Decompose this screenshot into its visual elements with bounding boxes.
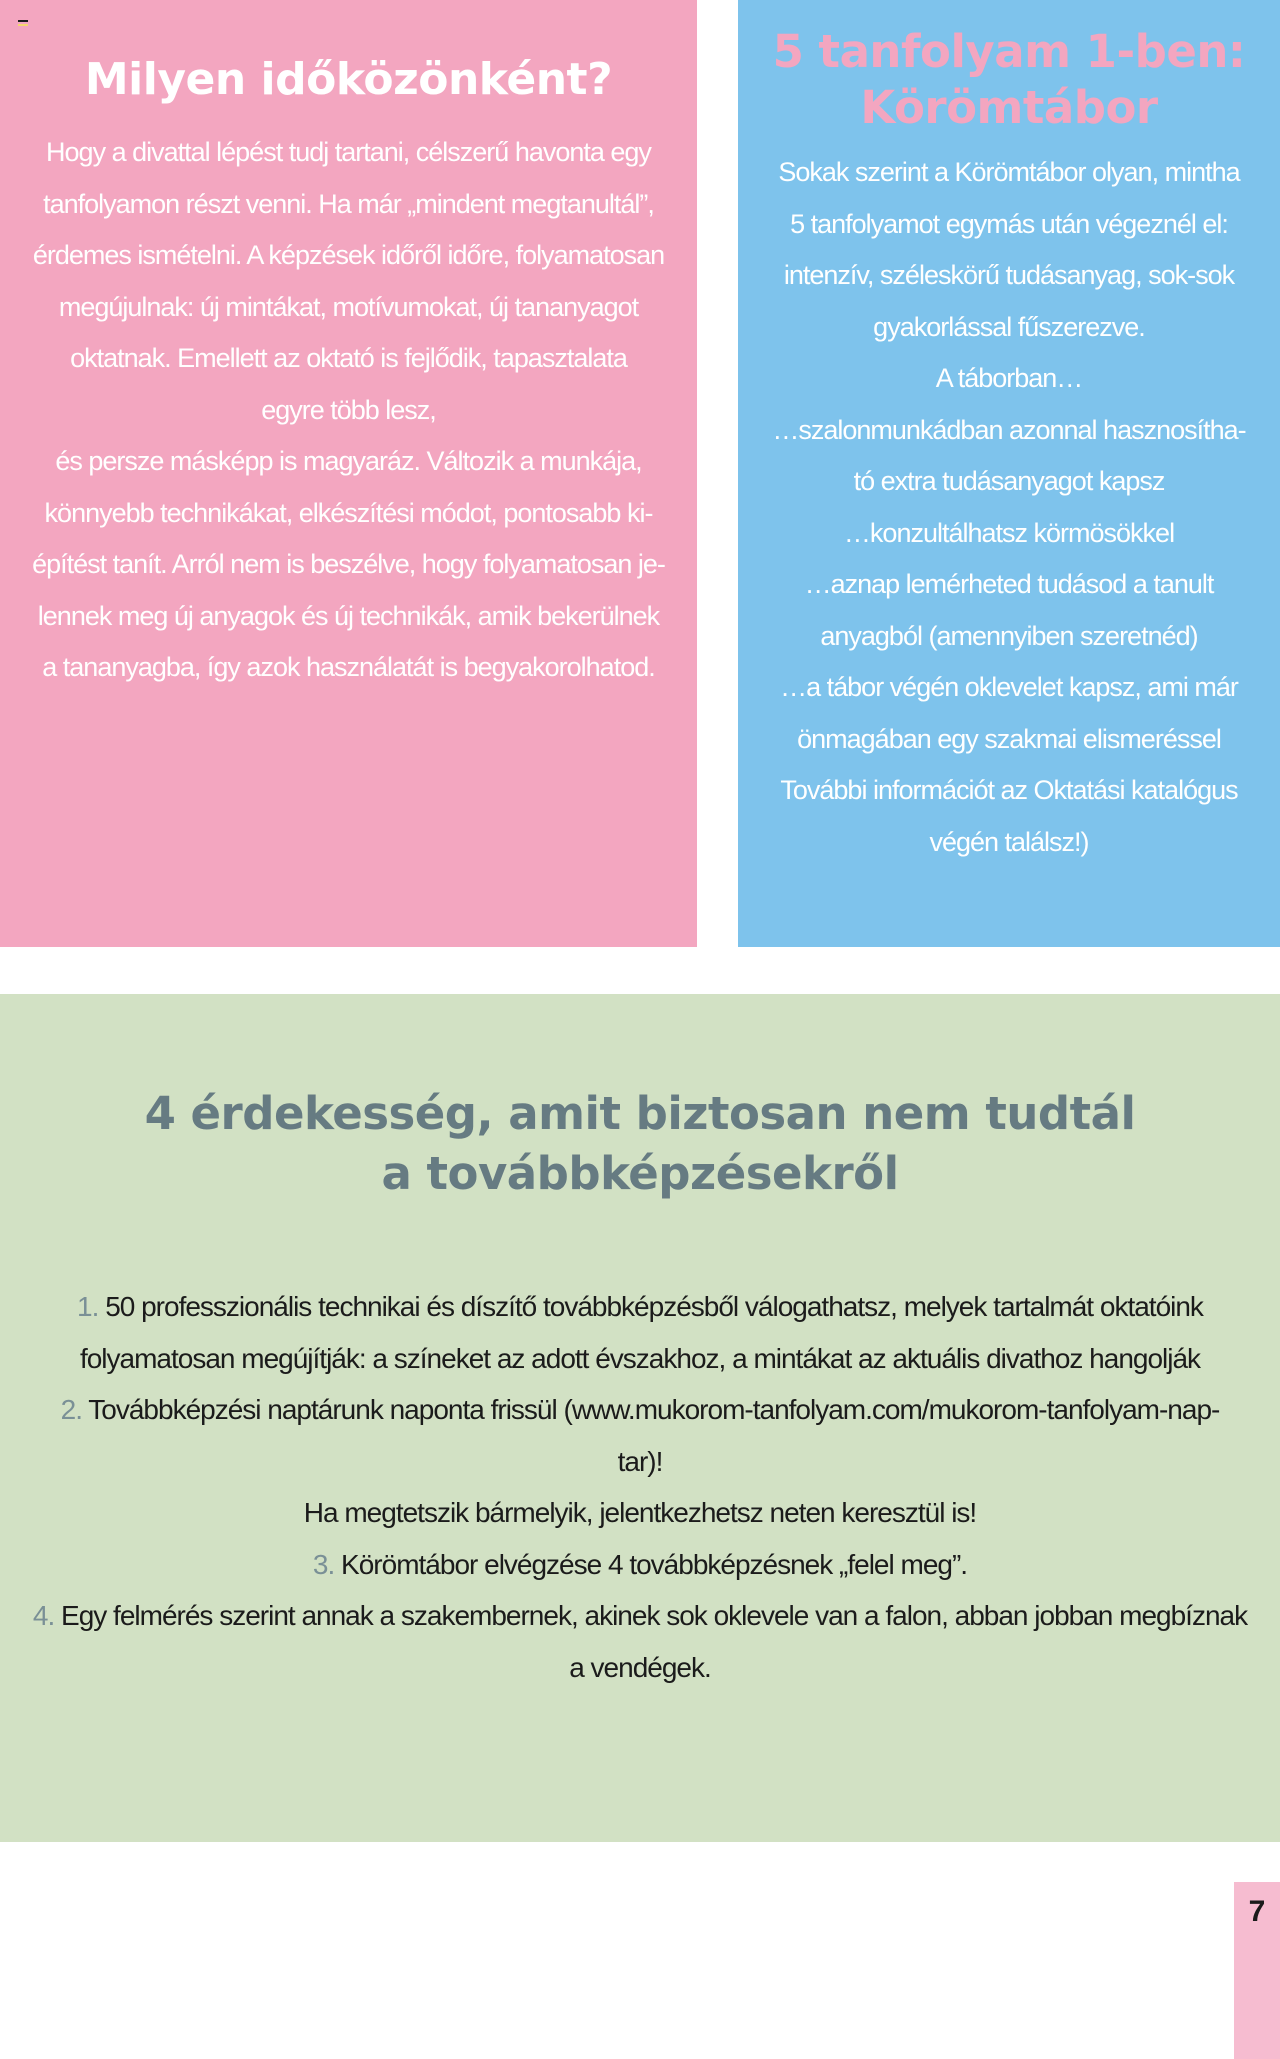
list-text: Ha megtetszik bármelyik, jelentkezhetsz neten keresztül is! (303, 1497, 977, 1528)
list-text: Körömtábor elvégzése 4 továbbképzésnek „felel meg”. (341, 1548, 968, 1580)
page-number: 7 (1248, 1895, 1266, 1928)
text-line: …konzultálhatsz körmösökkel (843, 517, 1175, 548)
text-line: egyre több lesz, (261, 394, 436, 425)
list-text: Egy felmérés szerint annak a szakembernek, akinek sok oklevele van a falon, abban jobban megbíznak (61, 1600, 1248, 1631)
list-text: tar)! (617, 1445, 663, 1477)
list-item (0, 1590, 1280, 1642)
list-item (0, 1281, 1280, 1333)
text-line: megújulnak: új mintákat, motívumokat, új tananyagot (58, 291, 639, 322)
list-number: 1. (77, 1291, 99, 1322)
text-line: Sokak szerint a Körömtábor olyan, mintha (778, 157, 1240, 187)
list-text: Továbbképzési naptárunk naponta frissül (www.mukorom-tanfolyam.com/mukorom-tanfolyam-nap- (88, 1394, 1220, 1425)
text-line: és persze másképp is magyaráz. Változik a munkája, (55, 446, 642, 476)
list-icon (18, 20, 28, 28)
text-line: végén találsz!) (929, 826, 1089, 857)
text-line: könnyebb technikákat, elkészítési módot, pontosabb ki- (44, 497, 653, 528)
blue-title-line: Körömtábor (860, 81, 1158, 134)
text-line: gyakorlással fűszerezve. (873, 311, 1145, 342)
text-line: lennek meg új anyagok és új technikák, amik bekerülnek (37, 600, 660, 631)
text-line: …szalonmunkádban azonnal hasznosítha- (772, 414, 1246, 445)
text-line: oktatnak. Emellett az oktató is fejlődik, tapasztalata (70, 343, 627, 373)
text-line: 5 tanfolyamot egymás után végeznél el: (790, 208, 1228, 239)
text-line: építést tanít. Arról nem is beszélve, hogy folyamatosan je- (32, 549, 665, 579)
text-line: intenzív, széleskörű tudásanyag, sok-sok (783, 260, 1235, 290)
green-box-title (0, 1084, 1280, 1204)
list-text: 50 professzionális technikai és díszítő továbbképzésből válogathatsz, melyek tartalmát oktatóink (105, 1291, 1203, 1322)
text-line: …aznap lemérheted tudásod a tanult (804, 569, 1214, 599)
pink-box-title: Milyen időközönként? (84, 54, 613, 105)
green-title-line: a továbbképzésekről (381, 1147, 899, 1200)
text-line: tó extra tudásanyagot kapsz (853, 466, 1165, 496)
text-line: Hogy a divattal lépést tudj tartani, célszerű havonta egy (46, 137, 651, 167)
list-item (0, 1539, 1280, 1591)
list-number: 2. (60, 1394, 82, 1425)
list-number: 4. (32, 1600, 55, 1631)
text-line: …a tábor végén oklevelet kapsz, ami már (780, 672, 1238, 702)
list-text: folyamatosan megújítják: a színeket az adott évszakhoz, a mintákat az aktuális divathoz hangolják (79, 1342, 1201, 1374)
blue-title-line: 5 tanfolyam 1-ben: (772, 25, 1246, 78)
text-line: További információt az Oktatási katalógus (780, 775, 1238, 805)
blue-box-title (738, 24, 1280, 136)
text-line: A táborban… (935, 363, 1083, 393)
blue-box-text (738, 147, 1280, 868)
green-title-line: 4 érdekesség, amit biztosan nem tudtál (144, 1087, 1136, 1140)
pink-box-text (0, 127, 697, 694)
list-item (0, 1384, 1280, 1436)
text-line: érdemes ismételni. A képzések időről időre, folyamatosan (32, 240, 665, 270)
list-text: a vendégek. (569, 1651, 711, 1683)
text-line: anyagból (amennyiben szeretnéd) (820, 620, 1198, 651)
facts-list (0, 1281, 1280, 1693)
text-line: önmagában egy szakmai elismeréssel (797, 723, 1221, 754)
text-line: a tananyagba, így azok használatát is begyakorolhatod. (42, 652, 655, 682)
list-number: 3. (312, 1548, 335, 1580)
text-line: tanfolyamon részt venni. Ha már „mindent megtanultál”, (43, 188, 654, 219)
